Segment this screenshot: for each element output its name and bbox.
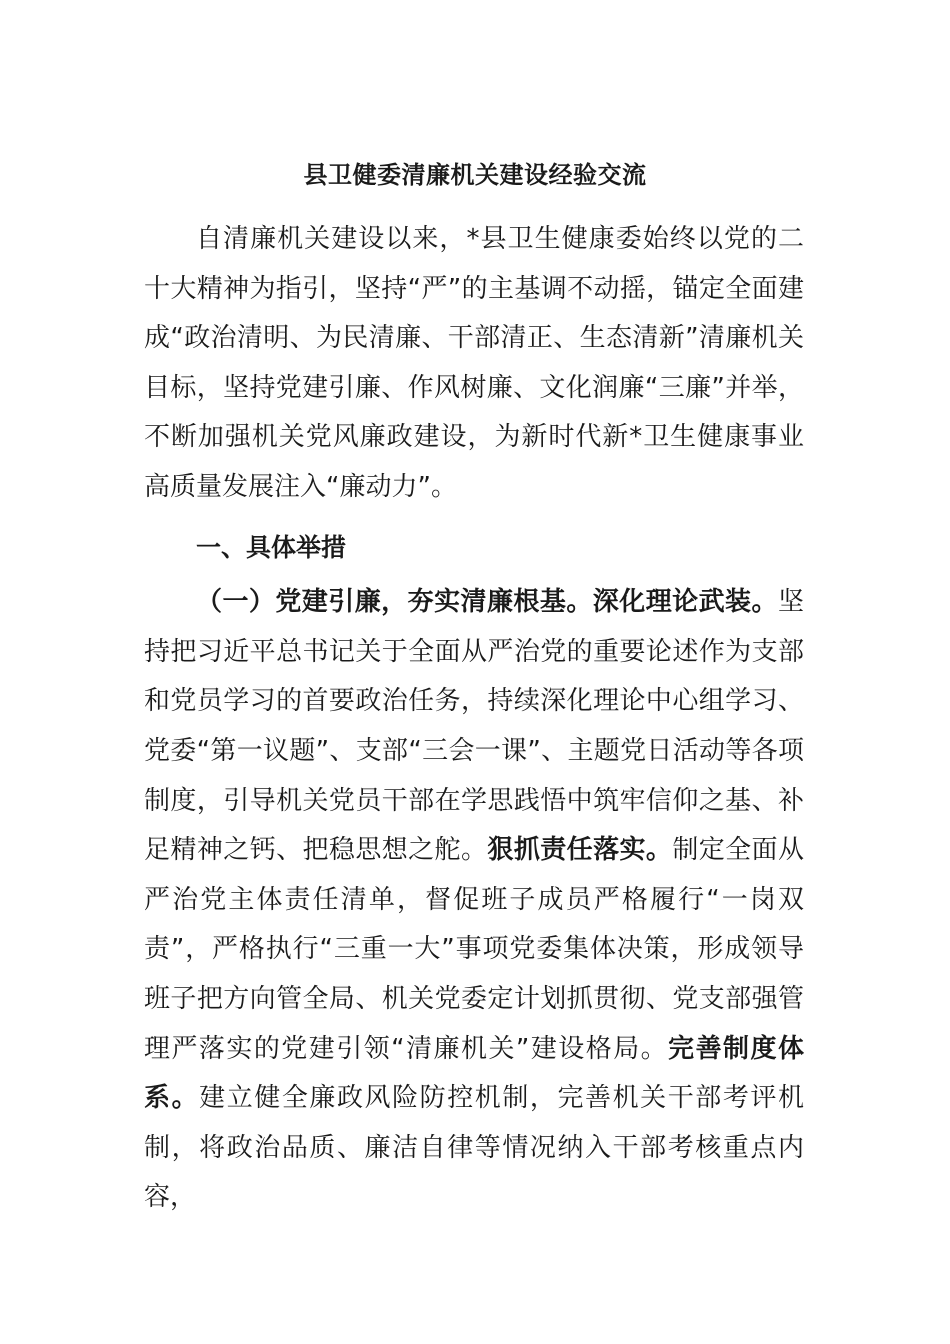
- item-title: 完善制度体系。: [144, 1033, 804, 1114]
- item-text: 制定全面从严治党主体责任清单，督促班子成员严格履行“一岗双责”，严格执行“三重一大”事项党委集体决策，形成领导班子把方向管全局、机关党委定计划抓贯彻、党支部强管理严落实的党建引领“清廉机关”建设格局。: [144, 835, 804, 1064]
- item-text: 坚持把习近平总书记关于全面从严治党的重要论述作为支部和党员学习的首要政治任务，持续深化理论中心组学习、党委“第一议题”、支部“三会一课”、主题党日活动等各项制度，引导机关党员干部在学思践悟中筑牢信仰之基、补足精神之钙、把稳思想之舵。: [144, 587, 804, 866]
- subsection-paragraph: [144, 578, 804, 1223]
- item-title: 狠抓责任落实。: [487, 835, 673, 866]
- document-body: [144, 215, 804, 1223]
- section-heading: 一、具体举措: [196, 532, 347, 562]
- document-title: 县卫健委清廉机关建设经验交流: [303, 161, 647, 189]
- item-title: 深化理论武装。: [592, 587, 778, 618]
- item-text: 建立健全廉政风险防控机制，完善机关干部考评机制，将政治品质、廉洁自律等情况纳入干部考核重点内容，: [144, 1083, 804, 1213]
- subsection-heading: （一）党建引廉，夯实清廉根基。: [196, 587, 593, 618]
- intro-paragraph: 自清廉机关建设以来，*县卫生健康委始终以党的二十大精神为指引，坚持“严”的主基调不动摇，锚定全面建成“政治清明、为民清廉、干部清正、生态清新”清廉机关目标，坚持党建引廉、作风树廉、文化润廉“三廉”并举，不断加强机关党风廉政建设，为新时代新*卫生健康事业高质量发展注入“廉动力”。: [144, 224, 804, 502]
